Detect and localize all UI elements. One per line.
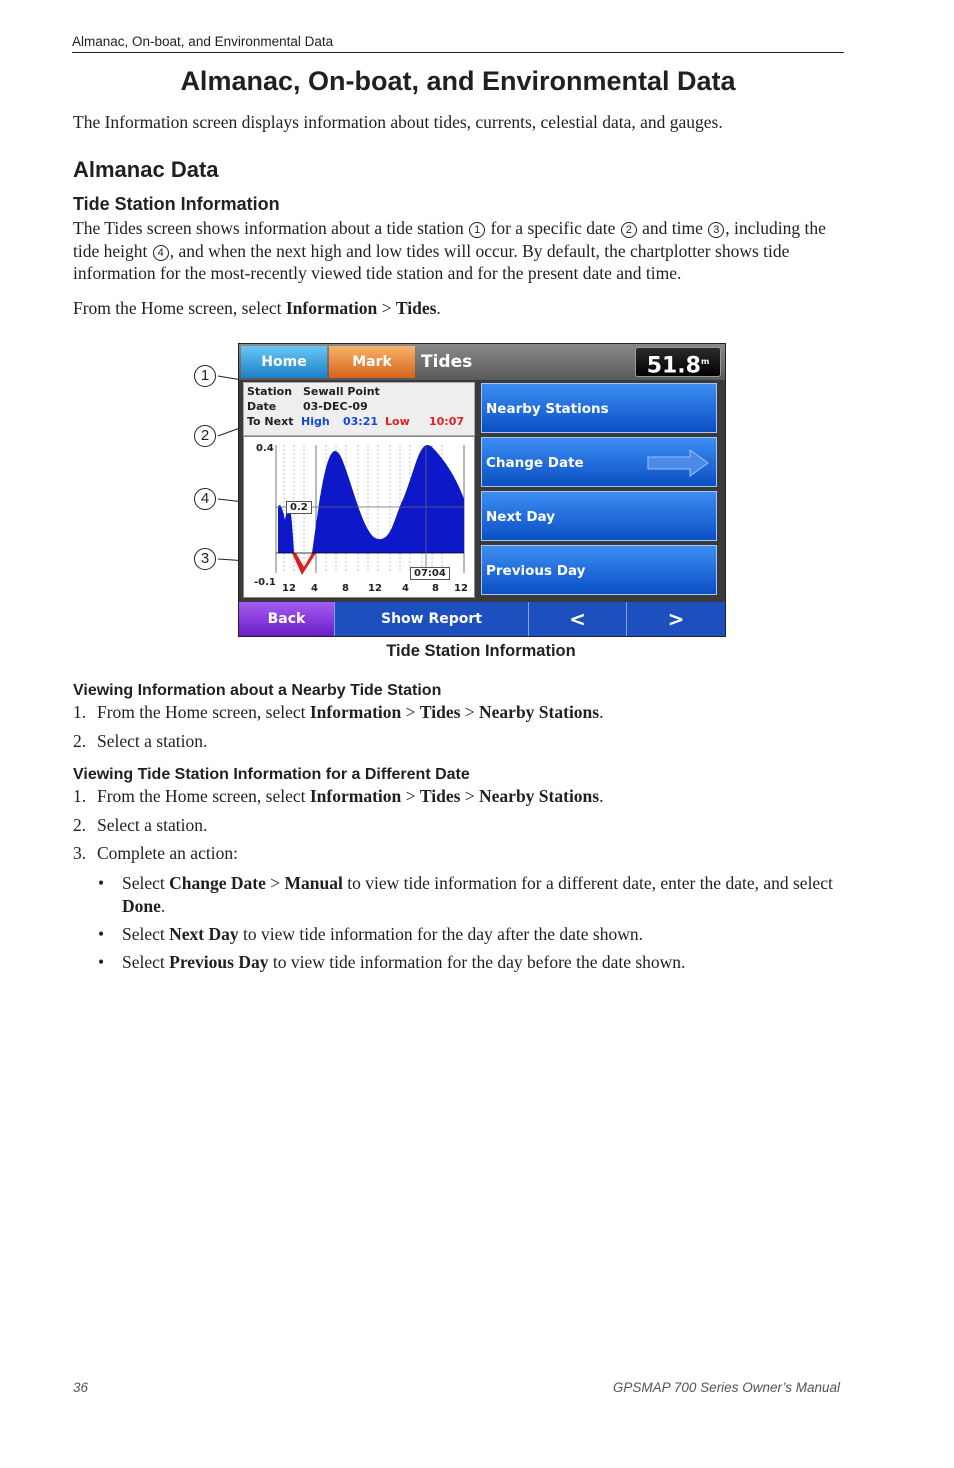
tides-instruction: From the Home screen, select Information > Tides. (73, 298, 441, 318)
cursor-time-label: 07:04 (410, 567, 450, 580)
tide-graph[interactable] (243, 436, 475, 598)
intro-paragraph: The Information screen displays information about tides, currents, celestial data, and gauges. (73, 112, 723, 132)
task2-heading: Viewing Tide Station Information for a Different Date (73, 766, 470, 783)
x-tick: 12 (454, 583, 468, 594)
task1-heading: Viewing Information about a Nearby Tide Station (73, 682, 442, 699)
back-button[interactable]: Back (239, 602, 335, 636)
x-tick: 12 (368, 583, 382, 594)
date-value: 03-DEC-09 (303, 400, 368, 413)
low-label: Low (385, 415, 410, 428)
depth-readout: 51.8$^m$ (635, 347, 721, 377)
bottom-bar (239, 602, 725, 636)
x-axis-ticks (244, 583, 474, 597)
next-arrow-button[interactable]: > (667, 607, 685, 631)
figure-callout-2: 2 (194, 425, 216, 447)
y-axis-bottom-label: -0.1 (254, 577, 276, 588)
show-report-button[interactable]: Show Report (335, 602, 529, 636)
date-label: Date (247, 400, 277, 413)
figure-callout-3: 3 (194, 548, 216, 570)
section-heading: Almanac Data (73, 157, 219, 182)
tides-screen (238, 343, 726, 637)
task1-step-2: 2. Select a station. (73, 731, 208, 751)
callout-ref-4: 4 (153, 245, 169, 261)
bullet-next-day: • Select Next Day to view tide information for the day after the date shown. (98, 924, 643, 944)
x-tick: 8 (342, 583, 349, 594)
low-time: 10:07 (429, 415, 465, 428)
cursor-height-label: 0.2 (286, 501, 312, 514)
x-tick: 4 (311, 583, 318, 594)
high-time: 03:21 (343, 415, 379, 428)
home-button[interactable]: Home (241, 346, 327, 378)
arrow-right-icon (646, 448, 710, 478)
task2-step-1: 1. From the Home screen, select Information > Tides > Nearby Stations. (73, 786, 604, 806)
x-tick: 8 (432, 583, 439, 594)
page-number: 36 (73, 1380, 89, 1395)
y-axis-top-label: 0.4 (256, 443, 274, 454)
x-tick: 4 (402, 583, 409, 594)
station-info-panel (243, 382, 475, 436)
bullet-previous-day: • Select Previous Day to view tide information for the day before the date shown. (98, 952, 686, 972)
callout-ref-3: 3 (708, 222, 724, 238)
change-date-button[interactable]: Change Date (481, 437, 717, 487)
tide-info-paragraph: The Tides screen shows information about a tide station 1 for a specific date 2 and time 3 , including the tide height 4 , and when the next high and low tides will occur. By default, the chartplotter shows tide information for the most-recently viewed tide station and for the present date and time. (73, 218, 826, 283)
station-label: Station (247, 385, 293, 398)
figure-callout-1: 1 (194, 365, 216, 387)
previous-arrow-button[interactable]: < (529, 602, 627, 636)
figure-callout-4: 4 (194, 488, 216, 510)
task2-step-2: 2. Select a station. (73, 815, 208, 835)
high-label: High (301, 415, 330, 428)
bullet-change-date: • Select Change Date > Manual to view tide information for a different date, enter the date, and select Done. (98, 873, 833, 916)
previous-day-button[interactable]: Previous Day (481, 545, 717, 595)
screen-title: Tides (421, 352, 473, 372)
task2-step-3: 3. Complete an action: (73, 843, 238, 863)
top-bar (239, 344, 725, 380)
next-label: To Next (247, 415, 294, 428)
callout-ref-1: 1 (469, 222, 485, 238)
manual-title: GPSMAP 700 Series Owner’s Manual (612, 1380, 840, 1395)
station-value: Sewall Point (303, 385, 380, 398)
callout-ref-2: 2 (621, 222, 637, 238)
page-title: Almanac, On-boat, and Environmental Data (180, 66, 736, 96)
running-header: Almanac, On-boat, and Environmental Data (72, 34, 334, 49)
subsection-heading: Tide Station Information (73, 194, 280, 214)
figure-caption: Tide Station Information (386, 642, 576, 660)
x-tick: 12 (282, 583, 296, 594)
mark-button[interactable]: Mark (329, 346, 415, 378)
nearby-stations-button[interactable]: Nearby Stations (481, 383, 717, 433)
next-day-button[interactable]: Next Day (481, 491, 717, 541)
task1-step-1: 1. From the Home screen, select Information > Tides > Nearby Stations. (73, 702, 604, 722)
